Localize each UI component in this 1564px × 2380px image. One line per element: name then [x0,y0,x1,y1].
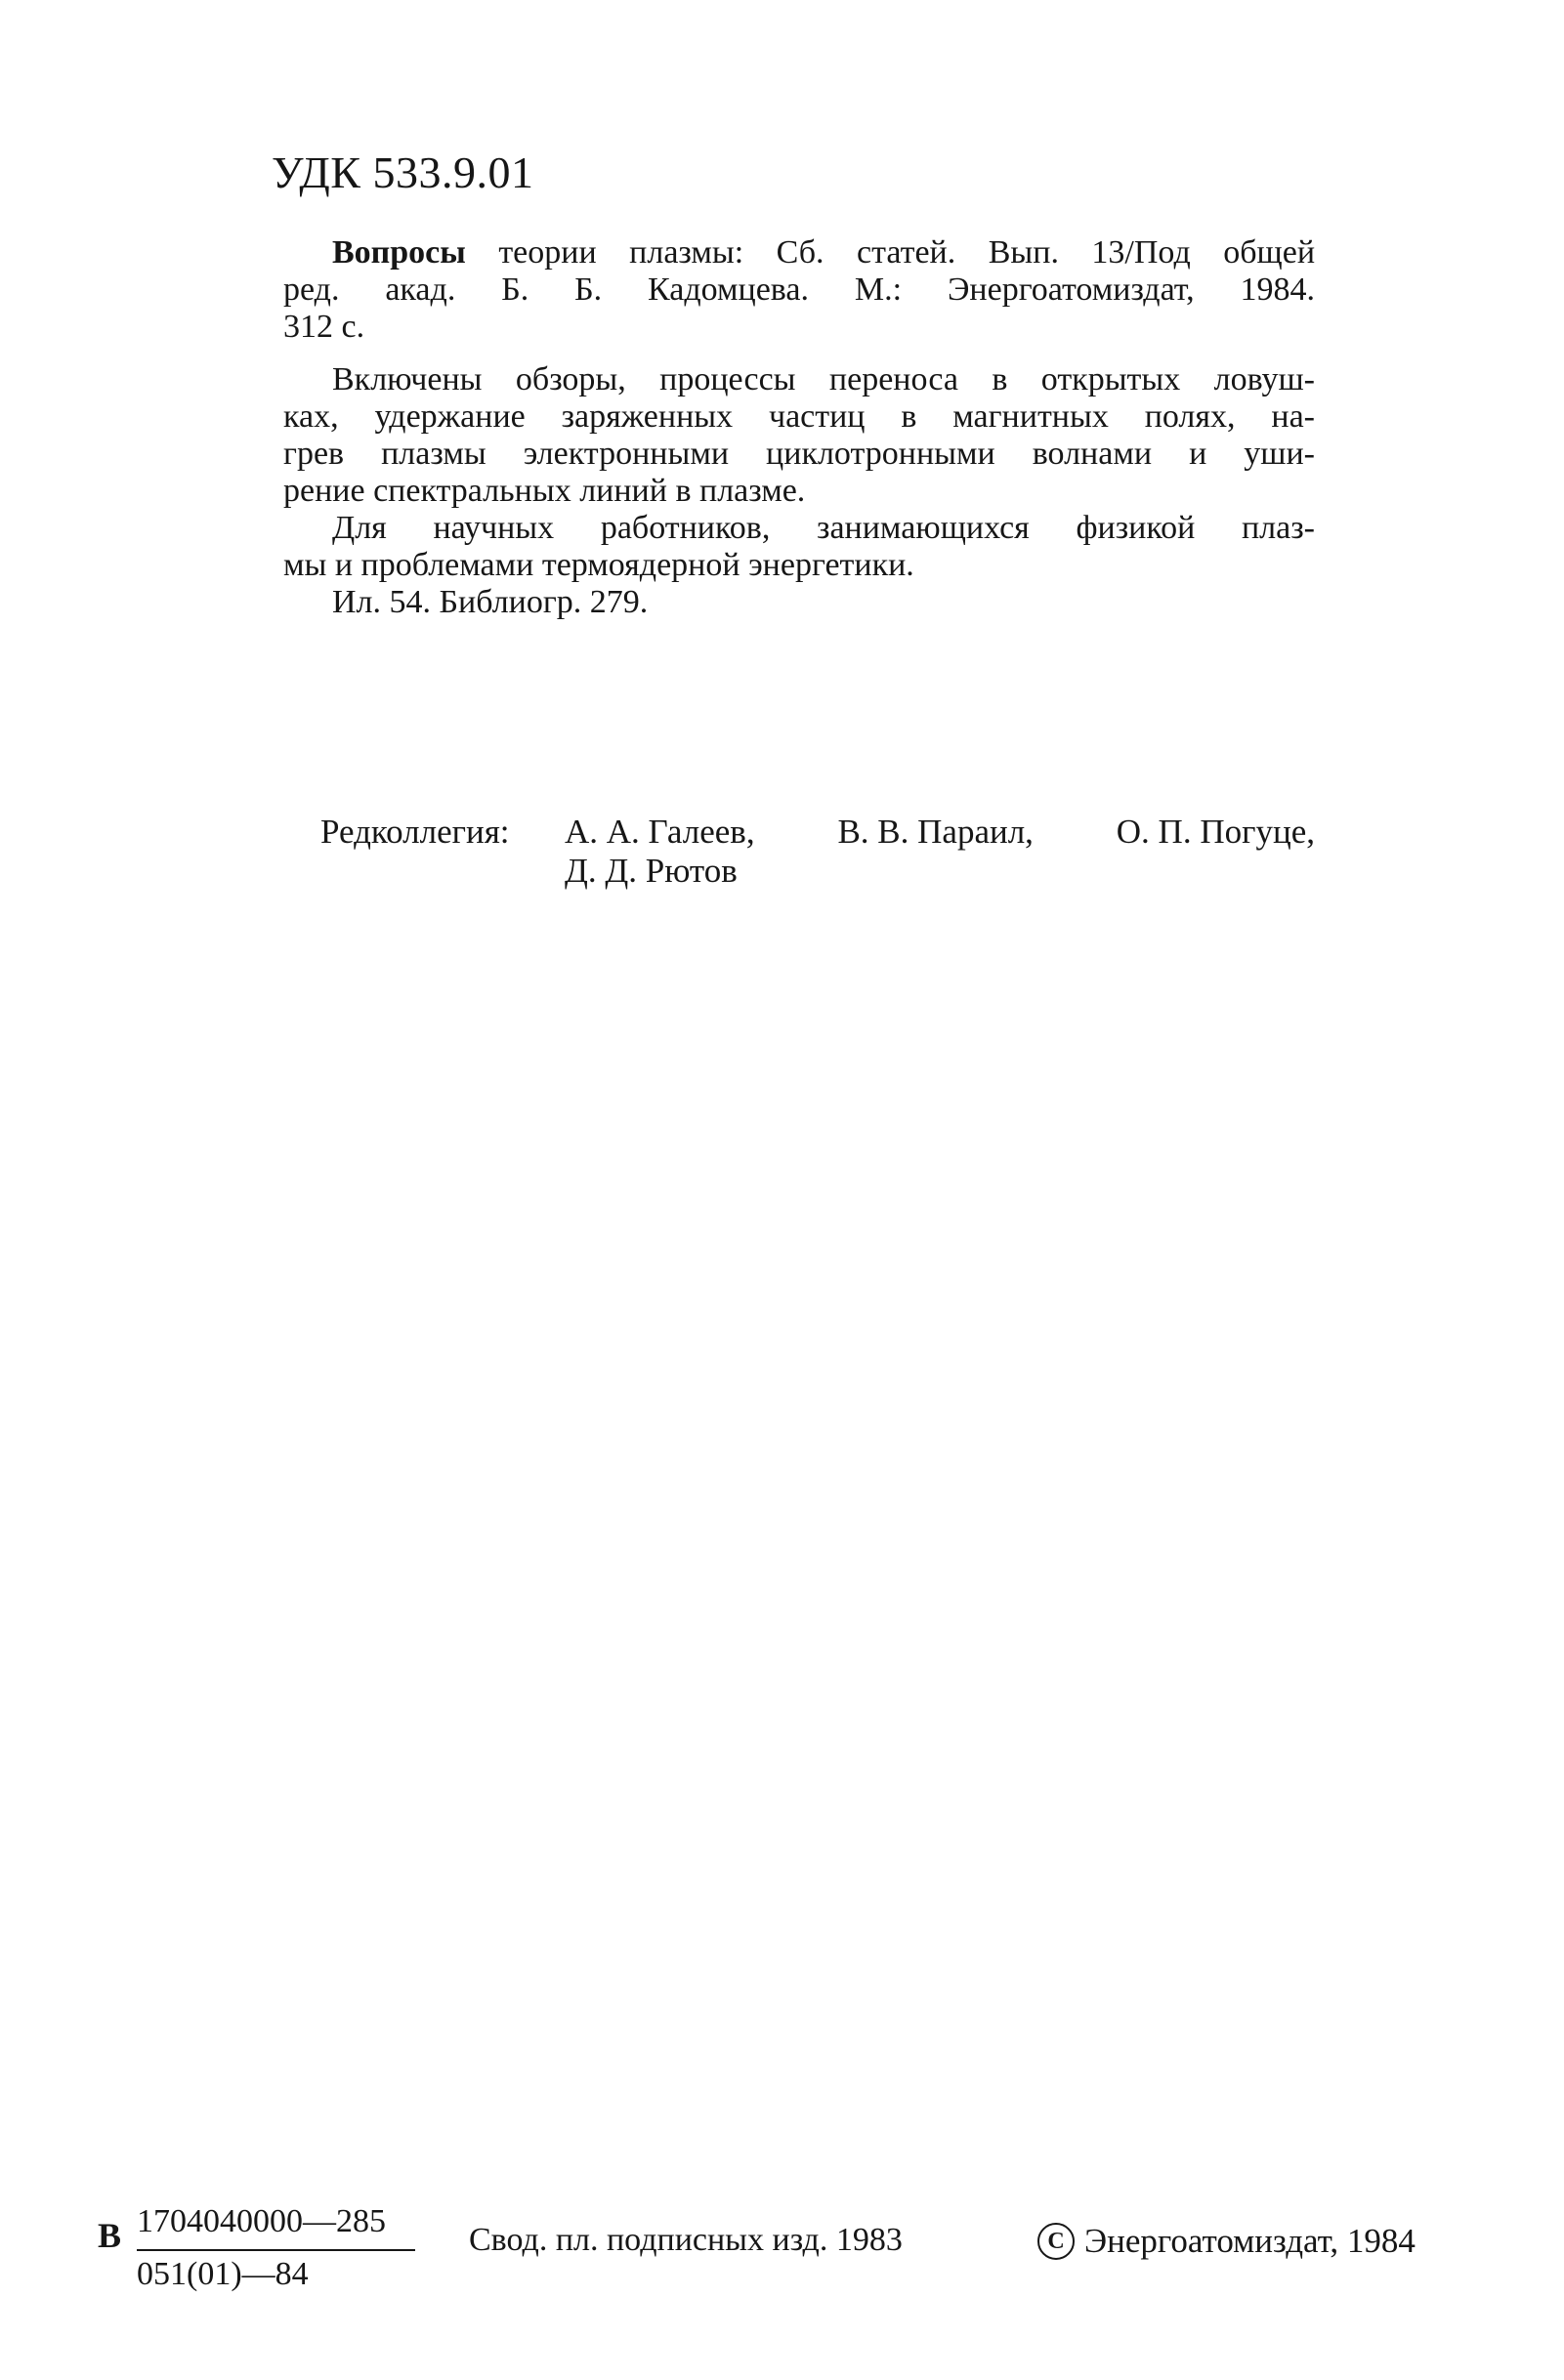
board-member: Д. Д. Рютов [565,852,738,890]
editorial-board-label: Редколлегия: [320,813,510,851]
abstract-p1-line: Включены обзоры, процессы переноса в открытых ловуш- [332,361,1315,397]
abstract-p1-line: рение спектральных линий в плазме. [283,473,806,509]
abstract-p1-line: грев плазмы электронными циклотронными волнами и уши- [283,436,1315,472]
copyright-text: Энергоатомиздат, 1984 [1084,2222,1416,2260]
index-numerator: 1704040000—285 [137,2203,386,2239]
abstract-p2-line: мы и проблемами термоядерной энергетики. [283,547,914,583]
copyright-notice [1037,2222,1416,2261]
udk-code: УДК 533.9.01 [272,147,534,197]
board-member: В. В. Параил, [837,813,1034,851]
index-prefix: В [98,2216,122,2255]
abstract-p1-line: ках, удержание заряженных частиц в магнитных полях, на- [283,398,1315,435]
index-denominator: 051(01)—84 [137,2256,309,2292]
abstract-p2-line: Для научных работников, занимающихся физикой плаз- [332,510,1315,546]
board-member: О. П. Погуце, [1116,813,1315,851]
board-member: А. А. Галеев, [565,813,755,851]
bib-line-3: 312 с. [283,309,365,345]
fraction-divider [137,2249,415,2251]
bib-line-1 [332,234,1315,271]
bibliographic-entry [283,234,1316,346]
editorial-board-line-1 [565,813,1315,852]
bib-line-2: ред. акад. Б. Б. Кадомцева. М.: Энергоатомиздат, 1984. [283,271,1315,308]
publishing-plan: Свод. пл. подписных изд. 1983 [469,2222,903,2258]
bib-title-rest: теории плазмы: Сб. статей. Вып. 13/Под общей [498,234,1316,271]
bib-title-bold: Вопросы [332,234,466,271]
abstract [283,361,1315,621]
abstract-p3: Ил. 54. Библиогр. 279. [332,584,649,620]
copyright-icon: C [1037,2223,1075,2260]
